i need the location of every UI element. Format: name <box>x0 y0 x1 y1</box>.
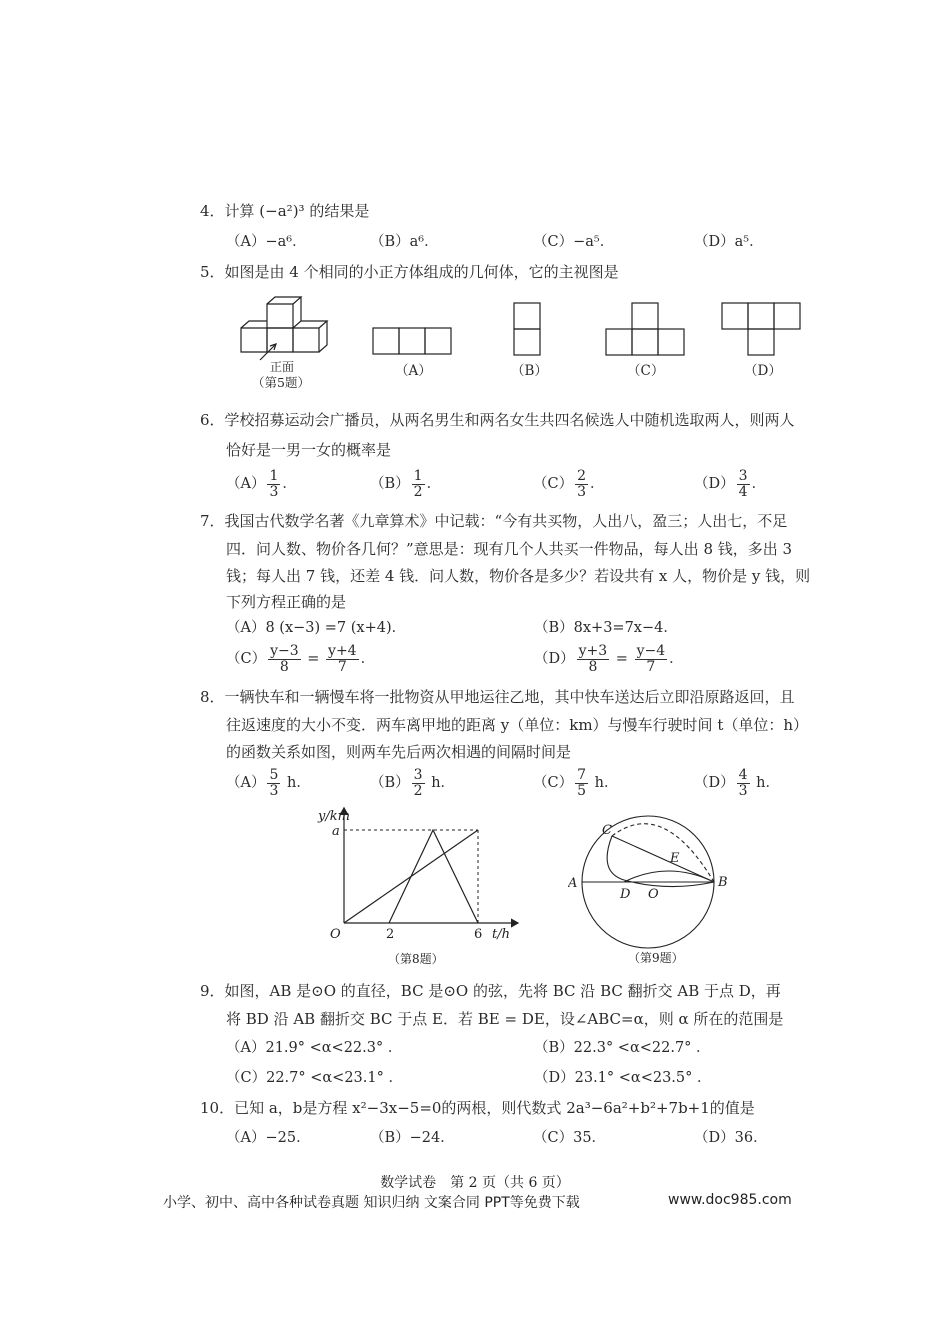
numerator: 1 <box>413 467 423 484</box>
point-o-label: O <box>648 887 659 902</box>
point-d-label: D <box>620 887 631 902</box>
q6-stem-line1: 6．学校招募运动会广播员，从两名男生和两名女生共四名候选人中随机选取两人，则两人 <box>200 411 795 429</box>
q4-option-c: （C）−a⁵． <box>533 234 615 250</box>
q8-option-b-fraction <box>412 768 425 799</box>
q6-option-c-label: （C） <box>533 476 574 492</box>
unit: h． <box>594 775 619 791</box>
q7-option-a: （A）8 (x−3) =7 (x+4)． <box>226 620 407 636</box>
denominator: 8 <box>588 658 598 675</box>
q4-option-a: （A）−a⁶． <box>226 234 307 250</box>
q7-option-d: （D） $\frac{y+3}{8}$ = $\frac{y-4}{7}$ ． <box>534 642 684 675</box>
q5-stem: 5．如图是由 4 个相同的小正方体组成的几何体，它的主视图是 <box>200 263 619 281</box>
q9-caption: （第9题） <box>628 951 684 965</box>
numerator: y+4 <box>328 642 357 659</box>
numerator: 5 <box>269 766 279 783</box>
q10-stem: 10．已知 a，b是方程 x²−3x−5=0的两根，则代数式 2a³−6a²+b²+7b+1的值是 <box>200 1099 755 1117</box>
denominator: 2 <box>413 483 423 500</box>
point-c-label: C <box>602 823 612 838</box>
q6-option-a-fraction <box>267 469 280 500</box>
denominator: 3 <box>738 782 748 799</box>
x-axis-label: t/h <box>492 927 510 942</box>
q5-option-a-label: （A） <box>395 363 432 379</box>
q8-line1: 8．一辆快车和一辆慢车将一批物资从甲地运往乙地，其中快车送达后立即沿原路返回，且 <box>200 688 795 706</box>
tick-6-label: 6 <box>474 927 483 942</box>
q7-line1: 7．我国古代数学名著《九章算术》中记载：“今有共买物，人出八，盈三；人出七，不足 <box>200 512 788 530</box>
chord-bc <box>612 836 714 882</box>
numerator: 3 <box>413 766 423 783</box>
denominator: 4 <box>738 483 748 500</box>
denominator: 3 <box>577 483 587 500</box>
unit: h． <box>431 775 456 791</box>
q6-option-a: （A） $\frac{1}{3}$ ． <box>226 467 297 500</box>
q5-option-c-figure <box>605 302 687 358</box>
numerator: y−4 <box>636 642 666 659</box>
q10-option-b: （B）−24． <box>370 1130 455 1146</box>
numerator: 4 <box>738 766 748 783</box>
q6-option-d: （D） $\frac{3}{4}$ ． <box>694 467 767 500</box>
q10-option-d: （D）36． <box>694 1130 768 1146</box>
q9-figure <box>568 812 738 972</box>
point-e-label: E <box>670 851 680 866</box>
q8-option-a-fraction <box>267 768 280 799</box>
q5-caption: （第5题） <box>252 375 310 390</box>
q6-option-d-fraction <box>737 469 750 500</box>
q8-option-b-label: （B） <box>370 775 410 791</box>
numerator: 2 <box>577 467 587 484</box>
q10-option-a: （A）−25． <box>226 1130 311 1146</box>
q10-option-c: （C）35． <box>533 1130 607 1146</box>
q4-option-b: （B）a⁶． <box>370 234 439 250</box>
q8-option-a <box>226 764 311 802</box>
denominator: 8 <box>279 658 289 675</box>
denominator: 3 <box>269 782 279 799</box>
q8-option-c <box>533 764 618 802</box>
fast-car-line <box>389 830 478 923</box>
q8-option-b <box>370 764 455 802</box>
q5-option-a-figure <box>372 327 454 357</box>
origin-label: O <box>330 927 341 942</box>
denominator: 3 <box>269 483 279 500</box>
numerator: 1 <box>269 467 279 484</box>
q8-graph <box>308 800 528 970</box>
point-b-label: B <box>718 875 728 890</box>
q8-line2: 往返速度的大小不变．两车离甲地的距离 y（单位：km）与慢车行驶时间 t（单位：h） <box>226 716 809 734</box>
right-fraction <box>635 644 668 675</box>
q4-stem: 4．计算 (−a²)³ 的结果是 <box>200 202 370 220</box>
q9-line1: 9．如图，AB 是⊙O 的直径，BC 是⊙O 的弦，先将 BC 沿 BC 翻折交 AB 于点 D，再 <box>200 982 781 1000</box>
denominator: 7 <box>337 658 347 675</box>
q7-option-c: （C） $\frac{y-3}{8}$ = $\frac{y+4}{7}$ ． <box>226 642 376 675</box>
q9-option-b: （B）22.3° <α<22.7° ． <box>534 1040 711 1056</box>
q5-option-d-figure <box>721 302 803 358</box>
q6-option-c: （C） $\frac{2}{3}$ ． <box>533 467 605 500</box>
unit: h． <box>756 775 781 791</box>
q5-option-b-label: （B） <box>511 363 548 379</box>
denominator: 5 <box>577 782 587 799</box>
q5-front-label: 正面 <box>270 360 295 374</box>
q4-option-d: （D）a⁵． <box>694 234 764 250</box>
q9-line2: 将 BD 沿 AB 翻折交 BC 于点 E．若 BE = DE，设∠ABC=α，则 α 所在的范围是 <box>226 1010 784 1028</box>
numerator: 7 <box>577 766 587 783</box>
q6-option-b: （B） $\frac{1}{2}$ ． <box>370 467 442 500</box>
numerator: y+3 <box>578 642 608 659</box>
q8-option-d <box>694 764 780 802</box>
left-fraction <box>268 644 301 675</box>
q9-option-d: （D）23.1° <α<23.5° ． <box>534 1070 712 1086</box>
unit: h． <box>287 775 311 791</box>
q8-option-d-fraction <box>737 768 750 799</box>
q6-option-b-label: （B） <box>370 476 410 492</box>
q5-solid-figure <box>238 294 338 364</box>
q6-option-b-fraction <box>412 469 425 500</box>
q9-option-a: （A）21.9° <α<22.3° ． <box>226 1040 403 1056</box>
q5-option-c-label: （C） <box>627 363 665 379</box>
right-fraction <box>326 644 359 675</box>
a-tick-label: a <box>332 824 340 839</box>
q8-option-d-label: （D） <box>694 775 735 791</box>
folded-arc-bc <box>607 836 714 887</box>
q8-caption: （第8题） <box>388 952 444 966</box>
q6-stem-line2: 恰好是一男一女的概率是 <box>226 441 392 459</box>
q7-line2: 四．问人数、物价各几何？”意思是：现有几个人共买一件物品，每人出 8 钱，多出 3 <box>226 540 793 558</box>
q8-line3: 的函数关系如图，则两车先后两次相遇的间隔时间是 <box>226 743 572 761</box>
q7-option-c-label: （C） <box>226 651 267 667</box>
q6-option-d-label: （D） <box>694 476 735 492</box>
q7-line3: 钱；每人出 7 钱，还差 4 钱．问人数，物价各是多少？若设共有 x 人，物价是 y 钱，则 <box>226 567 811 585</box>
site-url[interactable]: www.doc985.com <box>668 1192 792 1208</box>
tick-2-label: 2 <box>386 927 395 942</box>
denominator: 7 <box>646 658 656 675</box>
q8-option-a-label: （A） <box>226 775 266 791</box>
q9-option-c: （C）22.7° <α<23.1° ． <box>226 1070 403 1086</box>
q6-option-a-label: （A） <box>226 476 266 492</box>
original-arc-bc-dashed <box>612 824 714 882</box>
numerator: 3 <box>738 467 748 484</box>
q7-line4: 下列方程正确的是 <box>226 593 347 611</box>
y-axis-label: y/km <box>318 809 350 824</box>
q5-option-d-label: （D） <box>744 363 782 379</box>
folded-arc-bd <box>624 871 714 882</box>
page-number-info: 数学试卷 第 2 页（共 6 页） <box>380 1175 570 1191</box>
q7-option-d-label: （D） <box>534 651 575 667</box>
q8-option-c-label: （C） <box>533 775 574 791</box>
download-ad-text: 小学、初中、高中各种试卷真题 知识归纳 文案合同 PPT等免费下载 <box>163 1195 580 1211</box>
denominator: 2 <box>413 782 423 799</box>
q7-option-b: （B）8x+3=7x−4． <box>534 620 678 636</box>
q5-option-b-figure <box>513 302 543 358</box>
q8-option-c-fraction <box>575 768 588 799</box>
q6-option-c-fraction <box>575 469 588 500</box>
point-a-label: A <box>568 876 578 891</box>
numerator: y−3 <box>270 642 299 659</box>
left-fraction <box>577 644 610 675</box>
